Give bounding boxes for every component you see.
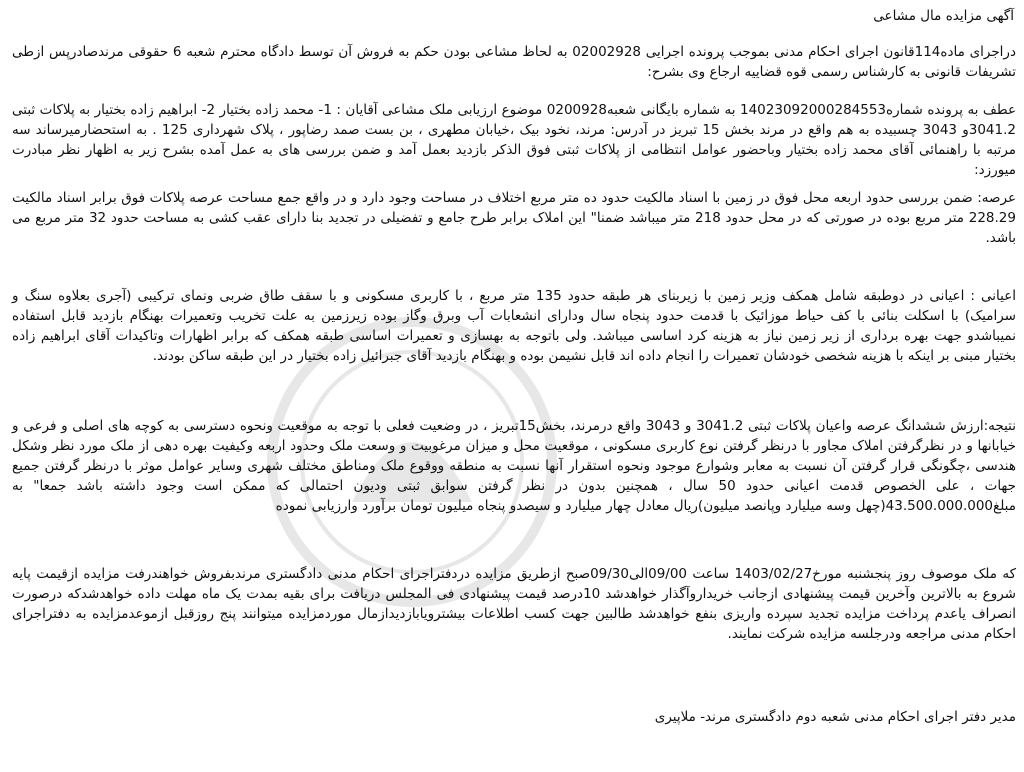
paragraph-building: اعیانی : اعیانی در دوطبقه شامل همکف وزیر زمین با زیربنای هر طبقه حدود 135 متر مربع ، با کاربری مسکونی و با سقف طاق ضربی ونمای ترکیبی (آجری بعلاوه سنگ و سرامیک) با اسکلت بنائی با کف حیاط موزائیک با قدمت حدود پنجاه سال ودارای انشعابات آب وبرق وگاز بوده زیرزمین به علت تخریب وتعمیرات بهنگام بازدید قابل استفاده نمیباشدو جهت بهره برداری از زیر زمین نیاز به هزینه کرد اساسی میباشد. ولی باتوجه به بهسازی و تعمیرات اساسی طبقه همکف که برابر اظهارات وتاکیدات آقای ابراهیم زاده بختیار مبنی بر اینکه با هزینه شخصی خودشان تعمیرات را انجام داده اند قابل نشیمن بوده و بهنگام بازدید آقای جبرائیل زاده بختیار در این طبقه ساکن بودند.: [12, 288, 1017, 364]
paragraph-land-area: عرصه: ضمن بررسی حدود اربعه محل فوق در زمین با اسناد مالکیت حدود ده متر مربع اختلاف در مساحت وجود دارد و در واقع جمع مساحت عرصه پلاکات فوق برابر اسناد مالکیت 228.29 متر مربع بوده در صورتی که در محل حدود 218 متر میباشد ضمنا" این املاک برابر طرح جامع و تفضیلی در تجدید بنا دارای عقب کشی به مساحت حدود 32 متر مربع می باشد.: [12, 190, 1016, 246]
paragraph-intro: دراجرای ماده114قانون اجرای احکام مدنی بموجب پرونده اجرایی 02002928 به لحاظ مشاعی بودن حکم به فروش آن توسط دادگاه محترم شعبه 6 حقوقی مرندصادرپس ازطی تشریفات قانونی به کارشناس رسمی قوه قضاییه ارجاع وی بشرح:: [12, 44, 1016, 80]
notice-title: آگهی مزایده مال مشاعی: [873, 8, 1014, 24]
paragraph-case-reference: عطف به پرونده شماره14023092000284553 به شماره بایگانی شعبه0200928 موضوع ارزیابی ملک مشاعی آقایان : 1- محمد زاده بختیار 2- ابراهیم زاده بختیار به پلاکات ثبتی 3041.2و 3043 چسبیده به هم واقع در مرند بخش 15 تبریز در آدرس: مرند، نخود بیک ،خیابان مطهری ، بن بست صمد رضاپور ، پلاک شهرداری 125 . به استحضارمیرساند سه مرتبه با راهنمائی آقای محمد زاده بختیار وباحضور عوامل انتظامی از پلاکات ثبتی فوق الذکر بازدید بعمل آمد و ضمن بررسی های به عمل آمده بشرح زیر به اظهار نظر مبادرت میورزد:: [12, 102, 1017, 178]
paragraph-auction-terms: که ملک موصوف روز پنجشنبه مورخ1403/02/27 ساعت 09/00الی09/30صبح ازطریق مزایده دردفتراجرای احکام مدنی دادگستری مرندبفروش خواهندرفت مزایده ازقیمت پایه شروع به بالاترین وآخرین قیمت پیشنهادی ازجانب خریداروآگذار خواهدشد 10درصد قیمت پیشنهادی فی المجلس دریافت برای بقیه بمدت یک ماه مهلت داده خواهدشدکه درصورت انصراف یاعدم پرداخت مزایده تجدید سپرده واریزی بنفع خواهدشد طالبین جهت کسب اطلاعات بیشترویابازدیدازمال موردمزایده میتوانند پنج روزقبل ازموعدمزایده به دفتراجرای احکام مدنی مراجعه ودرجلسه مزایده شرکت نمایند.: [12, 566, 1016, 642]
signature-line: مدیر دفتر اجرای احکام مدنی شعبه دوم دادگستری مرند- ملاپیری: [654, 709, 1016, 725]
paragraph-valuation-result: نتیجه:ارزش ششدانگ عرصه واعیان پلاکات ثبتی 3041.2 و 3043 واقع درمرند، بخش15تبریز ، در وضعیت فعلی با توجه به موقعیت ونحوه دسترسی به کوچه های اصلی و فرعی و خیابانها و در نظرگرفتن املاک مجاور با درنظر گرفتن نوع کاربری مسکونی ، موقعیت محل و میزان مرغوبیت و وسعت ملک وحدود اربعه وکیفیت بهره دهی از ملک مورد نظر وشکل هندسی ،چگونگی قرار گرفتن آن نسبت به معابر وشوارع موجود ونحوه استقرار آنها نسبت به منطقه ووقوع ملک ومناطق مختلف شهری وسایر عوامل موثر با درنظر گرفتن جمیع جهات ، علی الخصوص قدمت اعیانی حدود 50 سال ، همچنین بدون در نظر گرفتن سوابق ثبتی ودیون احتمالی که ممکن است وجود داشته باشد جمعا" به مبلغ43.500.000.000(چهل وسه میلیارد وپانصد میلیون)ریال معادل چهار میلیارد و سیصدو پنجاه میلیون تومان برآورد وارزیابی نموده: [12, 418, 1016, 514]
